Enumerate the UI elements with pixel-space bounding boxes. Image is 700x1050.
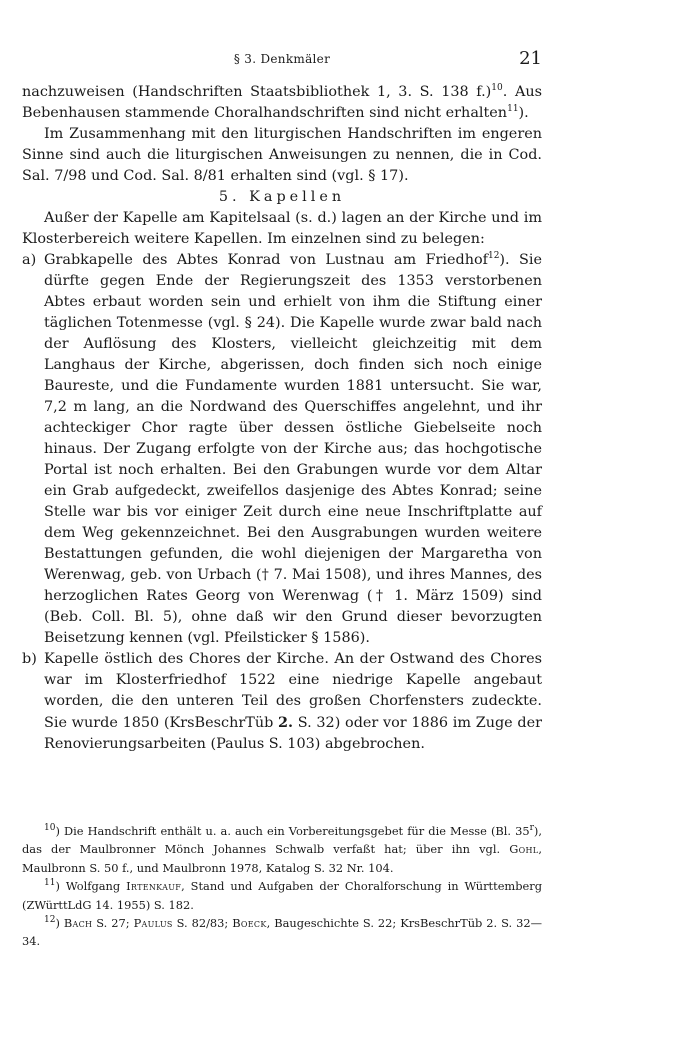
footnote-ref-10: 10 bbox=[491, 83, 503, 94]
footnote-10 bbox=[22, 822, 542, 877]
paragraph-text: ). bbox=[518, 105, 529, 121]
list-item-b bbox=[22, 649, 542, 755]
author-name: Gohl bbox=[509, 842, 539, 857]
page-number: 21 bbox=[519, 48, 542, 69]
list-item-text: ). Sie dürfte gegen Ende der Regierungszeit des 1353 verstorbenen Abtes erbaut worden sein und erhielt von ihm die Stiftung einer täglichen Totenmesse (vgl. § 24). Die Kapelle wurde zwar bald nach der Auflösung des Klosters, vielleicht gleichzeitig mit dem Langhaus der Kirche, abgerissen, doch finden sich noch einige Baureste, und die Fundamente wurden 1881 untersucht. Sie war, 7,2 m lang, an die Nordwand des Querschiffes angelehnt, und ihr achteckiger Chor ragte über dessen östliche Giebelseite noch hinaus. Der Zugang erfolgte von der Kirche aus; das hochgotische Portal ist noch erhalten. Bei den Grabungen wurde vor dem Altar ein Grab aufgedeckt, zweifellos dasjenige des Abtes Konrad; seine Stelle war bis vor einiger Zeit durch eine neue Inschriftplatte auf dem Weg gekennzeichnet. Bei den Ausgrabungen wurden weitere Bestattungen gefunden, die wohl diejenigen der Margaretha von Werenwag, geb. von Urbach († 7. Mai 1508), und ihres Mannes, des herzoglichen Rates Georg von Werenwag († 1. März 1509) sind (Beb. Coll. Bl. 5), ohne daß wir den Grund dieser bevorzugten Beisetzung kennen (vgl. Pfeilsticker § 1586). bbox=[44, 252, 542, 646]
author-name: Bach bbox=[63, 916, 93, 931]
footnote-12 bbox=[22, 914, 542, 951]
footnote-sup: r bbox=[529, 823, 534, 834]
footnote-mark: 11 bbox=[44, 878, 56, 889]
running-title: § 3. Denkmäler bbox=[233, 52, 331, 66]
paragraph-liturgical: Im Zusammenhang mit den liturgischen Handschriften im engeren Sinne sind auch die liturgischen Anweisungen zu nennen, die in Cod. Sal. 7/98 und Cod. Sal. 8/81 erhalten sind (vgl. § 17). bbox=[22, 126, 542, 184]
list-item-text: Kapelle östlich des Chores der Kirche. An der Ostwand des Chores war im Klosterfriedhof 1522 eine niedrige Kapelle angebaut worden, die den unteren Teil des großen Chorfensters zudeckte. Sie wurde 1850 (KrsBeschrTüb bbox=[44, 651, 542, 731]
main-text bbox=[22, 82, 542, 755]
footnote-text: S. 27; bbox=[92, 916, 134, 931]
list-marker-a: a) bbox=[22, 252, 37, 268]
paragraph-text: nachzuweisen (Handschriften Staatsbibliothek 1, 3. S. 138 f.) bbox=[22, 84, 492, 100]
footnote-mark: 10 bbox=[44, 823, 56, 834]
author-name: Paulus bbox=[133, 916, 173, 931]
footnote-mark: 12 bbox=[44, 915, 56, 926]
author-name: Irtenkauf bbox=[126, 879, 182, 894]
list-marker-b: b) bbox=[22, 651, 37, 667]
footnote-text: ), das der Maulbronner Mönch Johannes Schwalb verfaßt hat; über ihn vgl. bbox=[22, 824, 542, 857]
footnote-text: , Stand und Aufgaben der Choralforschung in Württemberg (ZWürttLdG 14. 1955) S. 182. bbox=[22, 879, 542, 912]
footnote-text: ) Die Handschrift enthält u. a. auch ein Vorbereitungsgebet für die Messe (Bl. 35 bbox=[55, 824, 530, 838]
footnote-11 bbox=[22, 877, 542, 914]
footnote-text: ) bbox=[55, 916, 64, 931]
list-item-text: Grabkapelle des Abtes Konrad von Lustnau am Friedhof bbox=[44, 252, 488, 268]
list-item-text: S. 32) oder vor 1886 im Zuge der Renovierungsarbeiten (Paulus S. 103) abgebrochen. bbox=[44, 715, 543, 752]
footnote-text: S. 82/83; bbox=[172, 916, 233, 931]
paragraph-text: . Aus Bebenhausen stammende Choralhandschriften sind nicht erhalten bbox=[22, 84, 542, 121]
page-header bbox=[22, 46, 542, 68]
footnote-text: ) Wolfgang bbox=[55, 879, 127, 894]
list-item-a bbox=[22, 250, 542, 649]
paragraph-intro: Außer der Kapelle am Kapitelsaal (s. d.) lagen an der Kirche und im Klosterbereich weitere Kapellen. Im einzelnen sind zu belegen: bbox=[22, 210, 542, 247]
footnotes bbox=[22, 822, 542, 951]
author-name: Boeck bbox=[232, 916, 267, 931]
footnote-text: , Maulbronn S. 50 f., und Maulbronn 1978, Katalog S. 32 Nr. 104. bbox=[22, 842, 542, 875]
section-heading: 5. Kapellen bbox=[218, 189, 346, 205]
footnote-text: , Baugeschichte S. 22; KrsBeschrTüb 2. S. 32—34. bbox=[22, 916, 542, 949]
volume-number: 2. bbox=[278, 714, 294, 731]
footnote-ref-11: 11 bbox=[507, 104, 519, 115]
paragraph-continued bbox=[22, 82, 542, 124]
footnote-ref-12: 12 bbox=[487, 251, 500, 262]
